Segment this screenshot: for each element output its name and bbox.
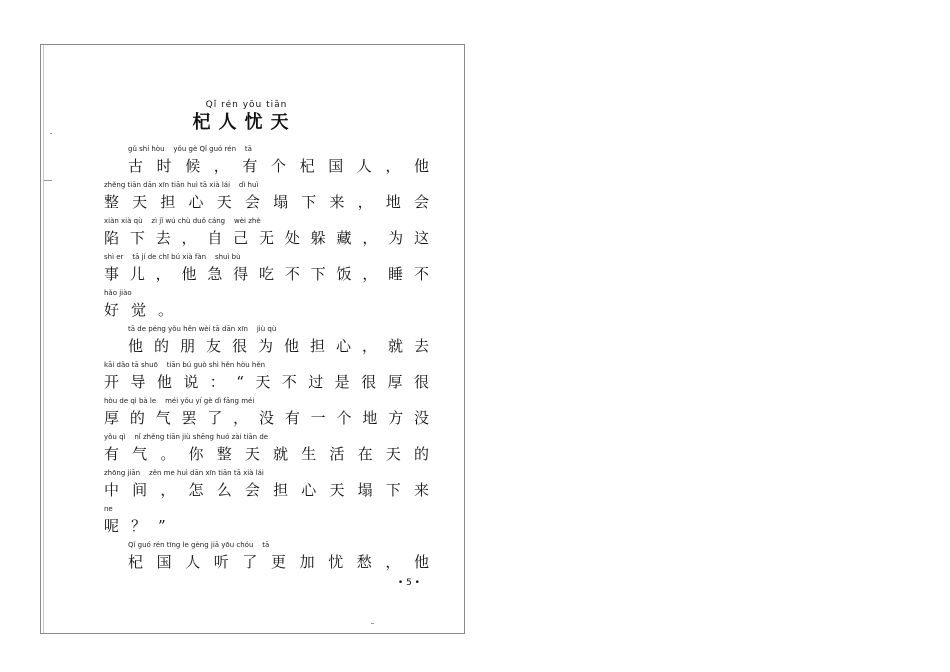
scan-speck — [44, 180, 52, 181]
text-line — [104, 143, 429, 179]
line-pinyin: xiàn xià qù zì jǐ wú chù duǒ cáng wèi zhè — [104, 217, 261, 225]
line-hanzi: 古时候，有个杞国人，他 — [128, 157, 429, 175]
line-pinyin: gǔ shí hòu yǒu gè Qǐ guó rén tā — [128, 145, 252, 153]
title-pinyin: Qǐ rén yōu tiān — [205, 100, 288, 110]
line-pinyin: yǒu qì nǐ zhěng tiān jiù shēng huó zài tiān de — [104, 433, 269, 441]
text-line — [104, 467, 429, 503]
line-hanzi: 中间，怎么会担心天塌下来 — [104, 481, 429, 499]
text-line — [104, 503, 429, 539]
line-pinyin: hòu de qì bà le méi yǒu yí gè dì fāng méi — [104, 397, 255, 405]
title-hanzi: 杞人忧天 — [192, 112, 297, 133]
line-pinyin: kāi dǎo tā shuō tiān bú guò shì hěn hòu hěn — [104, 361, 266, 369]
line-hanzi: 整天担心天会塌下来，地会 — [104, 193, 429, 211]
line-pinyin: zhěng tiān dān xīn tiān huì tā xià lái dì huì — [104, 181, 259, 189]
line-hanzi: 呢？” — [104, 517, 178, 535]
line-pinyin: hǎo jiào — [104, 289, 132, 297]
text-line — [104, 431, 429, 467]
line-pinyin: zhōng jiān zěn me huì dān xīn tiān tā xià lái — [104, 469, 264, 477]
text-line — [104, 287, 429, 323]
line-hanzi: 好觉。 — [104, 301, 186, 319]
line-pinyin: tā de péng yǒu hěn wèi tā dān xīn jiù qù — [128, 325, 277, 333]
book-page — [40, 44, 465, 634]
line-hanzi: 厚的气罢了，没有一个地方没 — [104, 409, 429, 427]
page-number: • 5 • — [397, 578, 420, 588]
text-line — [104, 395, 429, 431]
text-line — [104, 179, 429, 215]
text-line — [104, 539, 429, 575]
scan-speck — [371, 623, 374, 624]
line-hanzi: 事儿，他急得吃不下饭，睡不 — [104, 265, 429, 283]
line-hanzi: 杞国人听了更加忧愁，他 — [128, 553, 429, 571]
scan-speck — [50, 133, 52, 134]
line-pinyin: shì er tā jí de chī bú xià fàn shuì bù — [104, 253, 241, 261]
line-hanzi: 开导他说：“天不过是很厚很 — [104, 373, 429, 391]
line-hanzi: 有气。你整天就生活在天的 — [104, 445, 429, 463]
text-line — [104, 251, 429, 287]
line-pinyin: ne — [104, 505, 113, 513]
text-line — [104, 323, 429, 359]
line-pinyin: Qǐ guó rén tīng le gèng jiā yōu chóu tā — [128, 541, 270, 549]
text-line — [104, 359, 429, 395]
line-hanzi: 陷下去，自己无处躲藏，为这 — [104, 229, 429, 247]
story-title — [41, 99, 464, 135]
line-hanzi: 他的朋友很为他担心，就去 — [128, 337, 429, 355]
text-line — [104, 215, 429, 251]
